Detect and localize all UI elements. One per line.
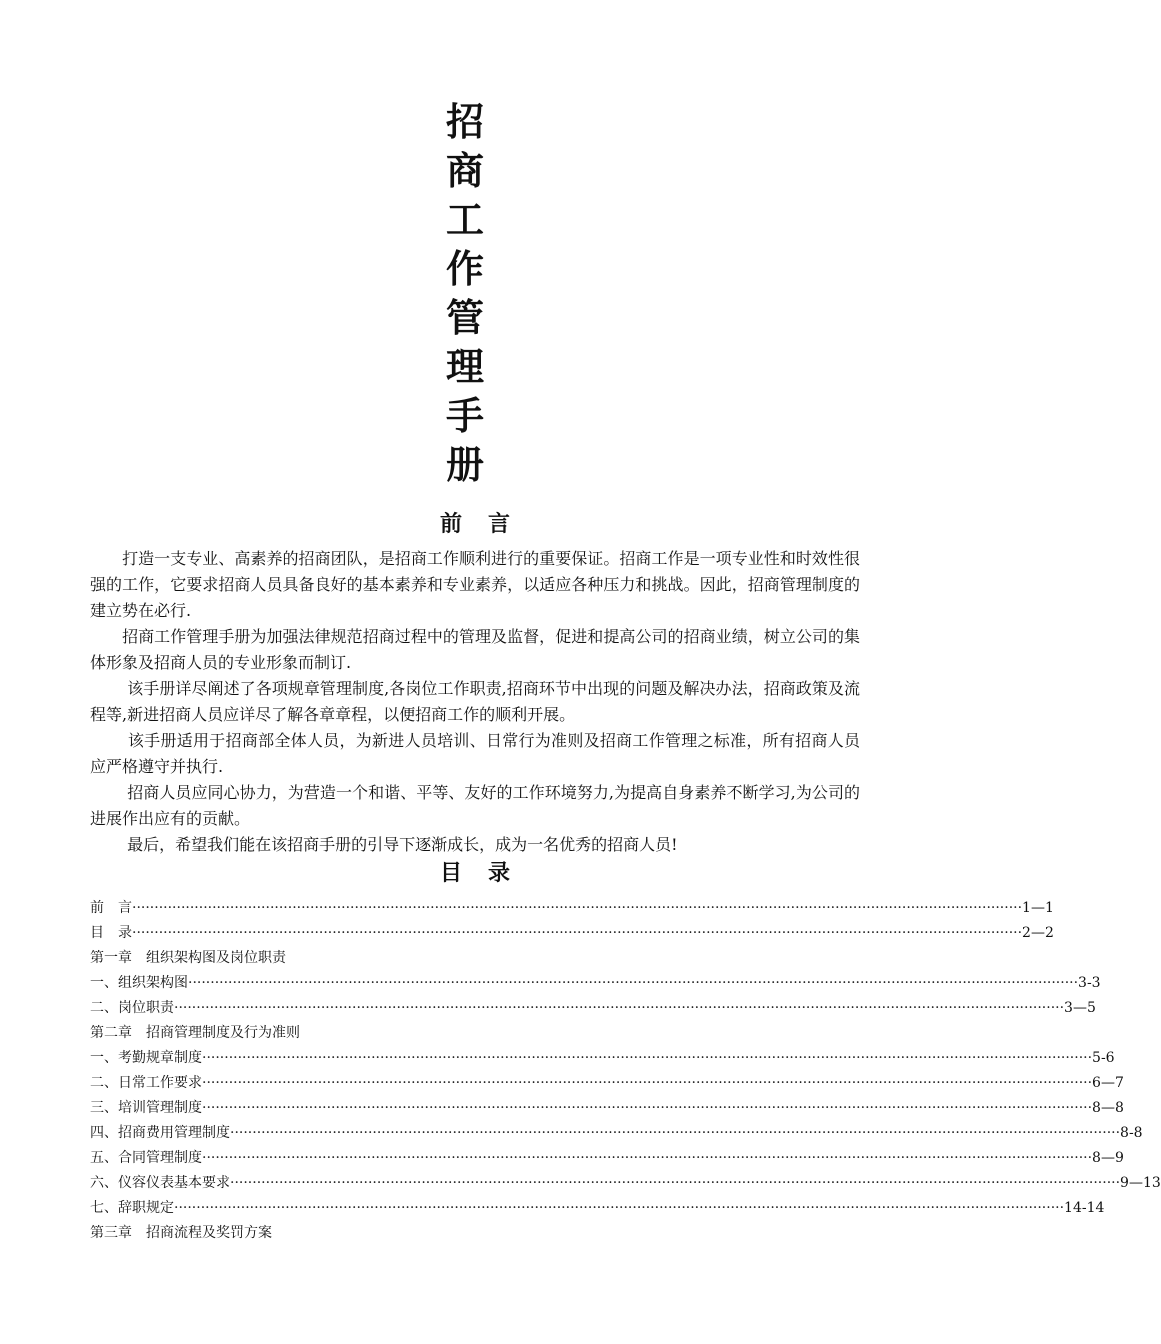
toc-page-range: 3-3 xyxy=(1078,975,1101,991)
main-title xyxy=(425,98,505,490)
title-char: 作 xyxy=(445,247,484,291)
toc-leader-dots: ········································································································································································································ xyxy=(202,1075,1093,1091)
toc-chapter-heading[interactable] xyxy=(90,946,848,971)
toc-entry[interactable] xyxy=(90,1046,1115,1071)
toc-leader-dots: ········································································································································································································ xyxy=(230,1175,1121,1191)
toc-entry[interactable] xyxy=(90,1196,1105,1221)
title-char: 手 xyxy=(445,394,484,438)
toc-leader-dots: ········································································································································································································ xyxy=(230,1125,1121,1141)
toc-leader-dots: ········································································································································································································ xyxy=(202,1150,1093,1166)
toc-entry-label: 一、考勤规章制度 xyxy=(90,1050,202,1066)
toc-entry[interactable] xyxy=(90,1096,1124,1121)
preface-paragraph: 招商人员应同心协力，为营造一个和谐、平等、友好的工作环境努力,为提高自身素养不断学习,为公司的进展作出应有的贡献。 xyxy=(90,783,860,828)
toc-entry-label: 第一章 组织架构图及岗位职责 xyxy=(90,950,286,966)
toc-leader-dots: ········································································································································································································ xyxy=(202,1050,1093,1066)
toc-leader-dots: ········································································································································································································ xyxy=(174,1000,1065,1016)
toc-entry-label: 四、招商费用管理制度 xyxy=(90,1125,230,1141)
preface-heading: 前言 xyxy=(439,512,536,537)
preface-paragraph: 该手册适用于招商部全体人员，为新进人员培训、日常行为准则及招商工作管理之标准，所有招商人员应严格遵守并执行. xyxy=(90,731,860,776)
toc-page-range: 5-6 xyxy=(1092,1050,1115,1066)
toc-entry[interactable] xyxy=(90,996,1096,1021)
table-of-contents xyxy=(90,896,1161,1246)
toc-entry[interactable] xyxy=(90,921,1054,946)
toc-page-range: 8—9 xyxy=(1092,1150,1124,1166)
toc-entry-label: 目 录 xyxy=(90,925,132,941)
toc-leader-dots: ········································································································································································································ xyxy=(174,1200,1065,1216)
toc-entry-label: 第二章 招商管理制度及行为准则 xyxy=(90,1025,300,1041)
toc-leader-dots: ········································································································································································································ xyxy=(188,975,1079,991)
toc-entry-label: 六、仪容仪表基本要求 xyxy=(90,1175,230,1191)
title-char: 册 xyxy=(445,443,484,487)
toc-page-range: 3—5 xyxy=(1064,1000,1096,1016)
title-char: 商 xyxy=(445,149,484,193)
toc-entry-label: 前 言 xyxy=(90,900,132,916)
preface-paragraph: 招商工作管理手册为加强法律规范招商过程中的管理及监督，促进和提高公司的招商业绩，树立公司的集体形象及招商人员的专业形象而制订. xyxy=(90,627,860,672)
toc-leader-dots: ········································································································································································································ xyxy=(132,900,1023,916)
toc-entry[interactable] xyxy=(90,1121,1143,1146)
toc-page-range: 14-14 xyxy=(1064,1200,1105,1216)
preface-body xyxy=(90,546,860,858)
title-char: 招 xyxy=(445,100,484,144)
toc-entry[interactable] xyxy=(90,1146,1124,1171)
toc-page-range: 9—13 xyxy=(1120,1175,1161,1191)
toc-page-range: 1—1 xyxy=(1022,900,1054,916)
toc-entry-label: 一、组织架构图 xyxy=(90,975,188,991)
toc-entry[interactable] xyxy=(90,1171,1161,1196)
toc-entry-label: 五、合同管理制度 xyxy=(90,1150,202,1166)
toc-entry-label: 第三章 招商流程及奖罚方案 xyxy=(90,1225,272,1241)
toc-entry-label: 二、日常工作要求 xyxy=(90,1075,202,1091)
toc-chapter-heading[interactable] xyxy=(90,1221,848,1246)
toc-leader-dots: ········································································································································································································ xyxy=(132,925,1023,941)
preface-paragraph: 该手册详尽阐述了各项规章管理制度,各岗位工作职责,招商环节中出现的问题及解决办法，招商政策及流程等,新进招商人员应详尽了解各章章程，以便招商工作的顺利开展。 xyxy=(90,679,860,724)
toc-page-range: 8—8 xyxy=(1092,1100,1124,1116)
toc-entry-label: 七、辞职规定 xyxy=(90,1200,174,1216)
preface-paragraph: 打造一支专业、高素养的招商团队，是招商工作顺利进行的重要保证。招商工作是一项专业性和时效性很强的工作，它要求招商人员具备良好的基本素养和专业素养，以适应各种压力和挑战。因此，招商管理制度的建立势在必行. xyxy=(90,549,860,620)
toc-heading: 目录 xyxy=(439,861,536,886)
toc-entry-label: 二、岗位职责 xyxy=(90,1000,174,1016)
toc-entry[interactable] xyxy=(90,1071,1124,1096)
title-char: 管 xyxy=(445,296,484,340)
toc-leader-dots: ········································································································································································································ xyxy=(202,1100,1093,1116)
toc-page-range: 6—7 xyxy=(1092,1075,1124,1091)
title-char: 工 xyxy=(445,198,484,242)
toc-entry[interactable] xyxy=(90,971,1101,996)
toc-entry[interactable] xyxy=(90,896,1054,921)
title-char: 理 xyxy=(445,345,484,389)
toc-entry-label: 三、培训管理制度 xyxy=(90,1100,202,1116)
toc-page-range: 8-8 xyxy=(1120,1125,1143,1141)
preface-paragraph: 最后，希望我们能在该招商手册的引导下逐渐成长，成为一名优秀的招商人员! xyxy=(90,835,678,854)
toc-page-range: 2—2 xyxy=(1022,925,1054,941)
toc-chapter-heading[interactable] xyxy=(90,1021,848,1046)
